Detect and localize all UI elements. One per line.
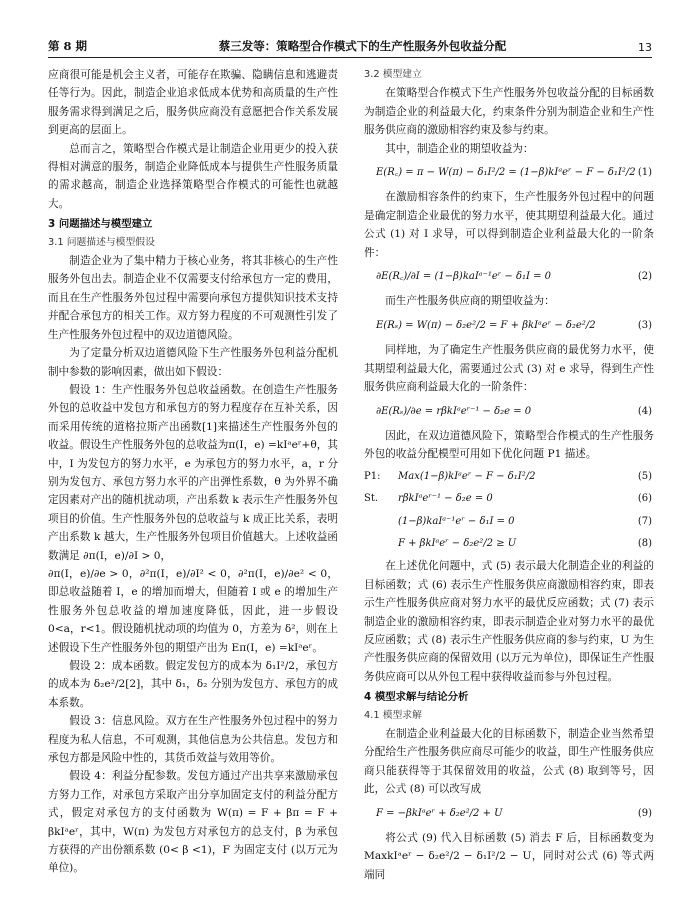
equation-number: (2)	[637, 271, 652, 283]
section-heading: 3 问题描述与模型建立	[48, 218, 153, 231]
constraint	[364, 535, 654, 553]
paragraph: 在制造企业利益最大化的目标函数下，制造企业当然希望分配给生产性服务供应商尽可能少的收益，即生产性服务供应商只能获得等于其保留效用的收益，公式 (8) 取到等号，因此，公式 (8) 可以改写成	[364, 728, 654, 796]
equation-body: F = −βkIᵃeʳ + δ₂e²/2 + U	[376, 807, 503, 819]
left-column	[48, 66, 338, 878]
equation	[364, 317, 654, 335]
equation-number: (6)	[637, 493, 652, 505]
problem-label: P1:	[364, 470, 381, 482]
running-header	[48, 36, 652, 58]
paragraph: 应商很可能是机会主义者，可能存在欺骗、隐瞒信息和逃避责任等行为。因此，制造企业追求低成本优势和高质量的生产性服务需求得到满足之后，服务供应商没有意愿把合作关系发展到更高的层面上。	[48, 69, 338, 137]
subsection-heading: 3.2 模型建立	[364, 69, 422, 80]
equation-body: E(R꜀) = π − W(π) − δ₁I²/2 = (1−β)kIᵃeʳ − F − δ₁I²/2	[376, 167, 636, 179]
equation-body: ∂E(Rₛ)/∂e = rβkIᵃeʳ⁻¹ − δ₂e = 0	[376, 405, 532, 417]
subject-to-label: St.	[364, 493, 379, 505]
paragraph: 而生产性服务供应商的期望收益为：	[385, 295, 555, 308]
subsection-heading: 3.1 问题描述与模型假设	[48, 236, 155, 248]
right-column	[364, 66, 654, 884]
paragraph: ∂π(I，e)/∂e > 0，∂²π(I，e)/∂I² < 0，∂²π(I，e)/∂e² < 0，即总收益随着 I，e 的增加而增大，但随着 I 或 e 的增加生产性服务外包总收益的增加速度降低，因此，进一步假设 0<a，r<1。假设随机扰动项的均值为 0，方差为 δ²，则在上述假设下生产性服务外包的期望产出为 Eπ(I，e) =kIᵃeʳ。	[48, 567, 338, 654]
subsection-heading: 4.1 模型求解	[364, 709, 422, 721]
equation-body: (1−β)kaIᵃ⁻¹eʳ − δ₁I = 0	[398, 515, 515, 527]
equation-body: F + βkIᵃeʳ − δ₂e²/2 ≥ U	[398, 537, 517, 549]
equation-body: E(Rₛ) = W(π) − δ₂e²/2 = F + βkIᵃeʳ − δ₂e²/2	[376, 319, 596, 331]
section-heading: 4 模型求解与结论分析	[364, 691, 469, 704]
paragraph: 在策略型合作模式下生产性服务外包收益分配的目标函数为制造企业的利益最大化，约束条件分别为制造企业和生产性服务供应商的激励相容约束及参与约束。	[364, 87, 654, 137]
paragraph: 假设 3：信息风险。双方在生产性服务外包过程中的努力程度为私人信息，不可观测，其他信息为公共信息。发包方和承包方都是风险中性的，其货币效益与效用等价。	[48, 715, 338, 765]
equation-number: (3)	[637, 319, 652, 331]
paragraph: 制造企业为了集中精力于核心业务，将其非核心的生产性服务外包出去。制造企业不仅需要支付给承包方一定的费用，而且在生产性服务外包过程中需要向承包方提供知识技术支持并配合承包方的相关工作。双方努力程度的不可观测性引发了生产性服务外包过程中的双边道德风险。	[48, 255, 338, 341]
paragraph: 同样地，为了确定生产性服务供应商的最优努力水平，使其期望利益最大化，需要通过公式 (3) 对 e 求导，得到生产性服务供应商利益最大化的一阶条件：	[364, 344, 654, 394]
paragraph: 假设 4：利益分配参数。发包方通过产出共享来激励承包方努力工作，对承包方采取产出分享加固定支付的利益分配方式，假定对承包方的支付函数为 W(π) = F + βπ = F + βkIᵃeʳ，其中，W(π) 为发包方对承包方的总支付，β 为承包方获得的产出份额系数 (0< β <1)，F 为固定支付 (以万元为单位)。	[48, 770, 338, 875]
equation-number: (5)	[637, 470, 652, 482]
equation-number: (4)	[637, 405, 652, 417]
paragraph: 因此，在双边道德风险下，策略型合作模式的生产性服务外包的收益分配模型可用如下优化问题 P1 描述。	[364, 429, 654, 461]
equation	[364, 403, 654, 421]
equation-number: (9)	[637, 807, 652, 819]
page-number: 13	[637, 41, 652, 54]
issue-number: 第 8 期	[48, 39, 88, 53]
equation-body: Max(1−β)kIᵃeʳ − F − δ₁I²/2	[398, 470, 536, 482]
paragraph: 假设 1：生产性服务外包总收益函数。在创造生产性服务外包的总收益中发包方和承包方的努力程度存在互补关系，因而采用传统的道格拉斯产出函数[1]来描述生产性服务外包的收益。假设生产性服务外包的总收益为π(I，e) =kIᵃeʳ+θ，其中，I 为发包方的努力水平，e 为承包方的努力水平，a，r 分别为发包方、承包方努力水平的产出弹性系数，θ 为外界不确定因素对产出的随机扰动项，产出系数 k 表示生产性服务外包项目的价值。生产性服务外包的总收益与 k 成正比关系，表明产出系数 k 越大，生产性服务外包项目价值越大。上述收益函数满足 ∂π(I，e)/∂I > 0，	[48, 383, 338, 562]
paragraph: 假设 2：成本函数。假定发包方的成本为 δ₁I²/2，承包方的成本为 δ₂e²/2[2]，其中 δ₁，δ₂ 分别为发包方、承包方的成本系数。	[48, 660, 338, 709]
paragraph: 其中，制造企业的期望收益为：	[385, 142, 534, 155]
equation-number: (1)	[637, 167, 652, 179]
problem-objective	[364, 468, 654, 486]
paragraph: 在上述优化问题中，式 (5) 表示最大化制造企业的利益的目标函数；式 (6) 表示生产性服务供应商激励相容约束，即表示生产性服务供应商对努力水平的最优反应函数；式 (7) 表示制造企业的激励相容约束，即表示制造企业对努力水平的最优反应函数；式 (8) 表示生产性服务供应商的参与约束，U 为生产性服务供应商的保留效用 (以万元为单位)，即保证生产性服务供应商可以从外包工程中获得收益而参与外包过程。	[364, 560, 654, 683]
equation	[364, 268, 654, 286]
running-title: 蔡三发等：策略型合作模式下的生产性服务外包收益分配	[218, 39, 507, 53]
equation-body: ∂E(R꜀)/∂I = (1−β)kaIᵃ⁻¹eʳ − δ₁I = 0	[376, 271, 552, 283]
equation	[364, 805, 654, 823]
paragraph: 将公式 (9) 代入目标函数 (5) 消去 F 后，目标函数变为 MaxkIᵃeʳ − δ₂e²/2 − δ₁I²/2 − U，同时对公式 (6) 等式两端同	[364, 832, 654, 881]
equation-number: (7)	[637, 515, 652, 527]
equation	[364, 164, 654, 182]
constraint	[364, 513, 654, 531]
paragraph: 总而言之，策略型合作模式是让制造企业用更少的投入获得相对满意的服务，制造企业降低成本与提供生产性服务质量的需求越高，制造企业选择策略型合作模式的可能性也就越大。	[48, 142, 338, 210]
paragraph: 为了定量分析双边道德风险下生产性服务外包利益分配机制中参数的影响因素，做出如下假设：	[48, 347, 338, 378]
equation-body: rβkIᵃeʳ⁻¹ − δ₂e = 0	[398, 493, 493, 505]
paragraph: 在激励相容条件的约束下，生产性服务外包过程中的问题是确定制造企业最优的努力水平，使其期望利益最大化。通过公式 (1) 对 I 求导，可以得到制造企业利益最大化的一阶条件：	[364, 191, 654, 259]
equation-number: (8)	[637, 537, 652, 549]
constraint	[364, 490, 654, 508]
